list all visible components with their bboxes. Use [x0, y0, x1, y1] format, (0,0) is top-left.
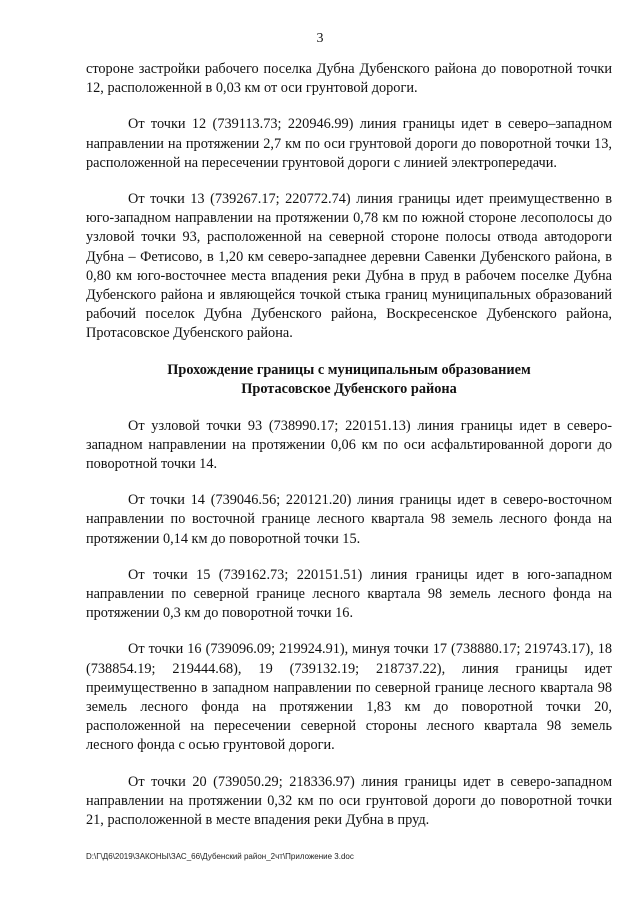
document-body	[86, 60, 612, 847]
paragraph-continuation: стороне застройки рабочего поселка Дубна Дубенского района до поворотной точки 12, расположенной в 0,03 км от оси грунтовой дороги.	[86, 61, 612, 97]
footer-file-path: D:\Г\Д6\2019\ЗАКОНЫ\ЗАС_66\Дубенский район_2чт\Приложение 3.doc	[86, 852, 354, 861]
paragraph-point-20: От точки 20 (739050.29; 218336.97) линия границы идет в северо-западном направлении на протяжении 0,32 км по оси грунтовой дороги до поворотной точки 21, расположенной в месте впадения реки Дубна в пруд.	[86, 773, 612, 829]
section-heading	[86, 361, 612, 399]
page-number: 3	[316, 31, 324, 46]
paragraph-point-14: От точки 14 (739046.56; 220121.20) линия границы идет в северо-восточном направлении по восточной границе лесного квартала 98 земель лесного фонда на протяжении 0,14 км до поворотной точки 15.	[86, 492, 612, 547]
paragraph-point-93: От узловой точки 93 (738990.17; 220151.13) линия границы идет в северо-западном направлении на протяжении 0,06 км по оси асфальтированной дороги до поворотной точки 14.	[86, 417, 612, 473]
paragraph-point-16: От точки 16 (739096.09; 219924.91), минуя точки 17 (738880.17; 219743.17), 18 (738854.19; 219444.68), 19 (739132.19; 218737.22), линия границы идет преимущественно в западном направлении по северной границе лесного квартала 98 земель лесного фонда на протяжении 1,83 км до поворотной точки 20, расположенной на пересечении северной стороны лесного квартала 98 земель лесного фонда с осью грунтовой дороги.	[86, 641, 612, 754]
section-heading-line-1: Прохождение границы с муниципальным образованием	[167, 361, 531, 378]
paragraph-point-13: От точки 13 (739267.17; 220772.74) линия границы идет преимущественно в юго-западном направлении на протяжении 0,78 км по южной стороне лесополосы до узловой точки 93, расположенной на северной стороне полосы отвода автодороги Дубна – Фетисово, в 1,20 км северо-западнее деревни Савенки Дубенского района, в 0,80 км юго-восточнее места впадения реки Дубна в пруд в рабочем поселке Дубна Дубенского района и являющейся точкой стыка границ муниципальных образований рабочий поселок Дубна Дубенского района, Воскресенское Дубенского района, Протасовское Дубенского района.	[86, 191, 612, 342]
paragraph-point-15: От точки 15 (739162.73; 220151.51) линия границы идет в юго-западном направлении по северной границе лесного квартала 98 земель лесного фонда на протяжении 0,3 км до поворотной точки 16.	[86, 566, 612, 622]
section-heading-line-2: Протасовское Дубенского района	[241, 380, 457, 397]
paragraph-point-12: От точки 12 (739113.73; 220946.99) линия границы идет в северо–западном направлении на протяжении 2,7 км по оси грунтовой дороги до поворотной точки 13, расположенной на пересечении грунтовой дороги с линией электропередачи.	[86, 116, 612, 171]
